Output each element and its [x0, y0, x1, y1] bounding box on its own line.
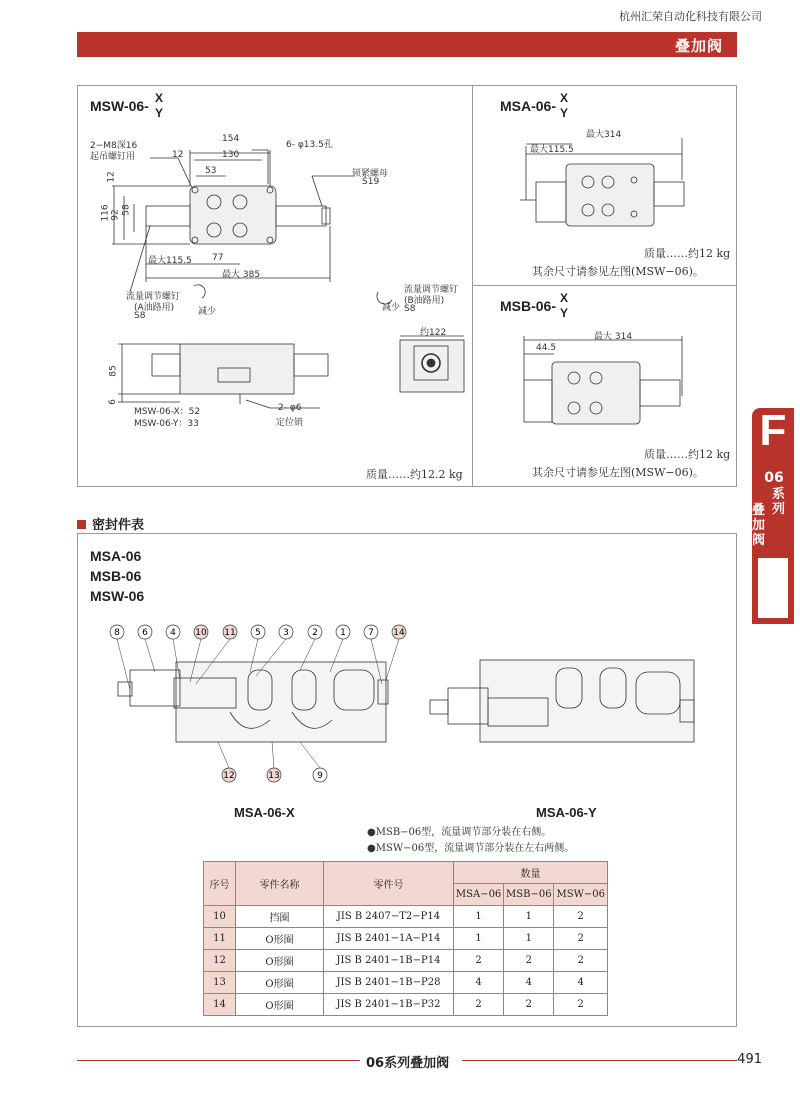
dim-85: 85 [108, 365, 119, 377]
svg-text:14: 14 [393, 628, 405, 638]
note-line: ●MSW−06型，流量调节部分装在左右两侧。 [367, 843, 575, 854]
parts-table [203, 861, 608, 1016]
table-row: 12 O形圈 JIS B 2401−1B−P14 2 2 2 [204, 950, 608, 972]
msb-ref: 其余尺寸请参见左图(MSW−06)。 [532, 466, 704, 479]
msa-ref: 其余尺寸请参见左图(MSW−06)。 [532, 265, 704, 278]
svg-text:9: 9 [317, 771, 323, 781]
label-reduce-b: 减少 [382, 303, 401, 313]
seal-models [90, 546, 144, 606]
label-msw-y: MSW-06-Y：33 [134, 419, 199, 429]
model-line: MSW-06 [90, 588, 145, 604]
msb-mass: 质量……约12 kg [644, 448, 731, 461]
dim-58: 58 [121, 204, 132, 216]
label-s8: S8 [134, 311, 146, 321]
label-hook: 起吊螺钉用 [90, 152, 136, 162]
label-flow-b: 流量调节螺钉 [404, 285, 459, 295]
svg-text:6: 6 [142, 628, 148, 638]
model-line: MSA-06 [90, 548, 142, 564]
dim-115: 最大115.5 [148, 256, 192, 266]
msw-model: MSW-06- [90, 98, 149, 114]
model-line: MSB-06 [90, 568, 142, 584]
note-line: ●MSB−06型，流量调节部分装在右侧。 [367, 827, 552, 838]
page-title: 叠加阀 [674, 37, 723, 55]
th-qty: 数量 [454, 862, 608, 884]
label-m8: 2−M8深16 [90, 141, 138, 151]
dim-12: 12 [172, 150, 184, 160]
caption-y: MSA-06-Y [536, 805, 597, 820]
label-msw-x: MSW-06-X：52 [134, 407, 201, 417]
msb-dim-44: 44.5 [536, 343, 557, 353]
table-row: 13 O形圈 JIS B 2401−1B−P28 4 4 4 [204, 972, 608, 994]
dim-154: 154 [222, 134, 240, 144]
svg-text:11: 11 [224, 628, 236, 638]
msa-max: 最大314 [586, 130, 622, 140]
svg-text:4: 4 [170, 628, 176, 638]
msb-y: Y [560, 306, 569, 320]
svg-text:3: 3 [283, 628, 289, 638]
svg-text:8: 8 [114, 628, 120, 638]
dim-116: 116 [100, 204, 111, 222]
label-s19: S19 [362, 177, 380, 187]
dim-12b: 12 [106, 171, 117, 183]
th-col: MSB−06 [504, 884, 554, 906]
page-number: 491 [737, 1052, 762, 1067]
msb-max: 最大 314 [594, 332, 633, 342]
side-box [758, 558, 788, 618]
msa-mass: 质量……约12 kg [644, 247, 731, 260]
th-col: MSW−06 [554, 884, 608, 906]
dim-130: 130 [222, 150, 240, 160]
dim-385: 最大 385 [222, 270, 261, 280]
label-pin: 2- φ6 [278, 403, 302, 413]
msw-x: X [155, 91, 164, 105]
table-row: 11 O形圈 JIS B 2401−1A−P14 1 1 2 [204, 928, 608, 950]
dim-92: 92 [110, 209, 121, 221]
company-name: 杭州汇荣自动化科技有限公司 [619, 10, 762, 23]
msw-mass: 质量……约12.2 kg [366, 468, 463, 481]
label-b-path: (B油路用) [404, 296, 445, 306]
table-row: 10 挡圈 JIS B 2407−T2−P14 1 1 2 [204, 906, 608, 928]
label-reduce: 减少 [198, 307, 217, 317]
dim-77: 77 [212, 253, 224, 263]
caption-x: MSA-06-X [234, 805, 295, 820]
dim-6: 6 [107, 399, 118, 405]
msa-dim-115: 最大115.5 [530, 145, 574, 155]
square-icon [77, 520, 86, 529]
label-flow: 流量调节螺钉 [126, 292, 181, 302]
th-col: MSA−06 [454, 884, 504, 906]
footer-line [77, 1060, 360, 1061]
side-series: 06 [764, 470, 784, 486]
footer-title: 06系列叠加阀 [366, 1056, 450, 1071]
msa-model: MSA-06- [500, 98, 557, 114]
msa-x: X [560, 91, 569, 105]
table-row: 14 O形圈 JIS B 2401−1B−P32 2 2 2 [204, 994, 608, 1016]
msb-x: X [560, 291, 569, 305]
label-hole: 6- φ13.5孔 [286, 140, 333, 150]
dim-122: 约122 [420, 328, 447, 338]
seal-notes [367, 825, 574, 857]
svg-text:1: 1 [340, 628, 346, 638]
label-s8b: S8 [404, 304, 416, 314]
svg-text:2: 2 [312, 628, 318, 638]
th-part: 零件号 [324, 862, 454, 906]
dim-53: 53 [205, 166, 217, 176]
msa-y: Y [560, 106, 569, 120]
th-name: 零件名称 [236, 862, 324, 906]
section-heading: 密封件表 [77, 514, 144, 533]
msw-y: Y [155, 106, 164, 120]
msb-model: MSB-06- [500, 298, 557, 314]
th-seq: 序号 [204, 862, 236, 906]
label-pin-name: 定位销 [276, 418, 304, 428]
side-text: 系列 [772, 487, 786, 517]
svg-text:13: 13 [268, 771, 280, 781]
svg-text:10: 10 [195, 628, 207, 638]
side-text: 叠加阀 [752, 503, 766, 548]
svg-text:5: 5 [255, 628, 261, 638]
svg-text:12: 12 [223, 771, 235, 781]
footer-line [462, 1060, 737, 1061]
label-nut: 锁紧螺母 [352, 169, 389, 179]
label-a-path: (A油路用) [134, 303, 175, 313]
svg-text:7: 7 [368, 628, 374, 638]
side-letter: F [759, 406, 787, 455]
